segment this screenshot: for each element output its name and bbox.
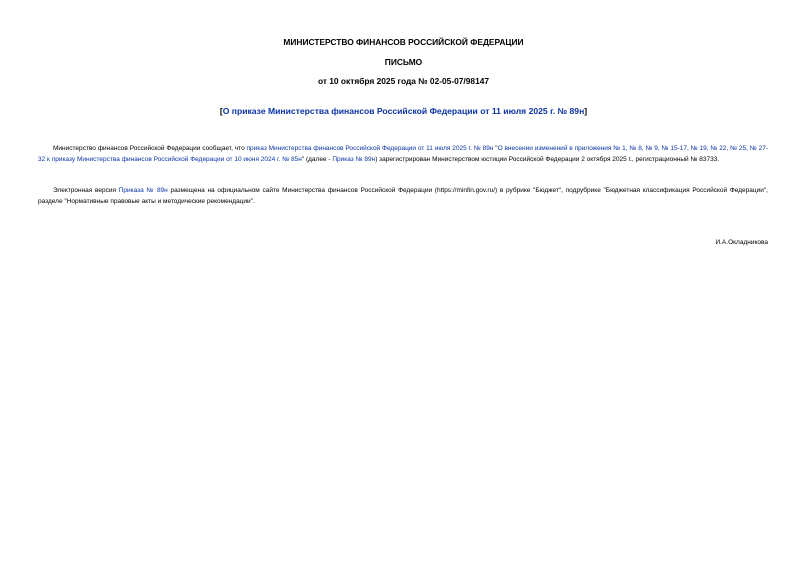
ministry-title: МИНИСТЕРСТВО ФИНАНСОВ РОССИЙСКОЙ ФЕДЕРАЦИИ xyxy=(283,37,524,47)
subject-link[interactable]: О приказе Министерства финансов Российской Федерации от 11 июля 2025 г. № 89н xyxy=(222,106,585,116)
document-date-number: от 10 октября 2025 года № 02-05-07/98147 xyxy=(317,76,490,86)
order-89n-electronic-link[interactable]: Приказа № 89н xyxy=(118,187,168,194)
body-paragraph-2 xyxy=(38,186,768,207)
paragraph2-text-1: Электронная версия xyxy=(53,187,119,194)
document-subject xyxy=(0,106,807,116)
body-paragraph-1 xyxy=(38,144,768,165)
subject-close-bracket: ] xyxy=(584,106,588,116)
amendments-link[interactable]: О внесении изменений в приложения № 1, № 8, № 9, № 15-17, № 19, № 22, № 25, № 27-32 к приказу Министерства финансов Российской Федерации от 10 июня 2024 г. № 85н xyxy=(38,145,769,163)
paragraph1-text-3: " (далее - xyxy=(301,155,333,163)
signature-name: И.А.Окладникова xyxy=(715,239,768,246)
paragraph1-text-2: " xyxy=(493,145,498,152)
paragraph1-text-4: ) зарегистрирован Министерством юстиции Российской Федерации 2 октября 2025 г., регистрационный № 83733. xyxy=(375,155,720,163)
document-type: ПИСЬМО xyxy=(384,57,423,67)
paragraph2-text-2: размещена на официальном сайте Министерства финансов Российской Федерации (https://minfin.gov.ru/) в рубрике "Бюджет", подрубрике "Бюджетная классификация Российской Федерации", разделе "Нормативные правовые акты и методические рекомендации". xyxy=(38,187,768,205)
order-link[interactable]: приказ Министерства финансов Российской Федерации от 11 июля 2025 г. № 89н xyxy=(246,145,494,152)
paragraph1-text-1: Министерство финансов Российской Федерации сообщает, что xyxy=(53,145,247,152)
subject-open-bracket: [ xyxy=(219,106,223,116)
order-89n-link[interactable]: Приказ № 89н xyxy=(332,155,376,163)
